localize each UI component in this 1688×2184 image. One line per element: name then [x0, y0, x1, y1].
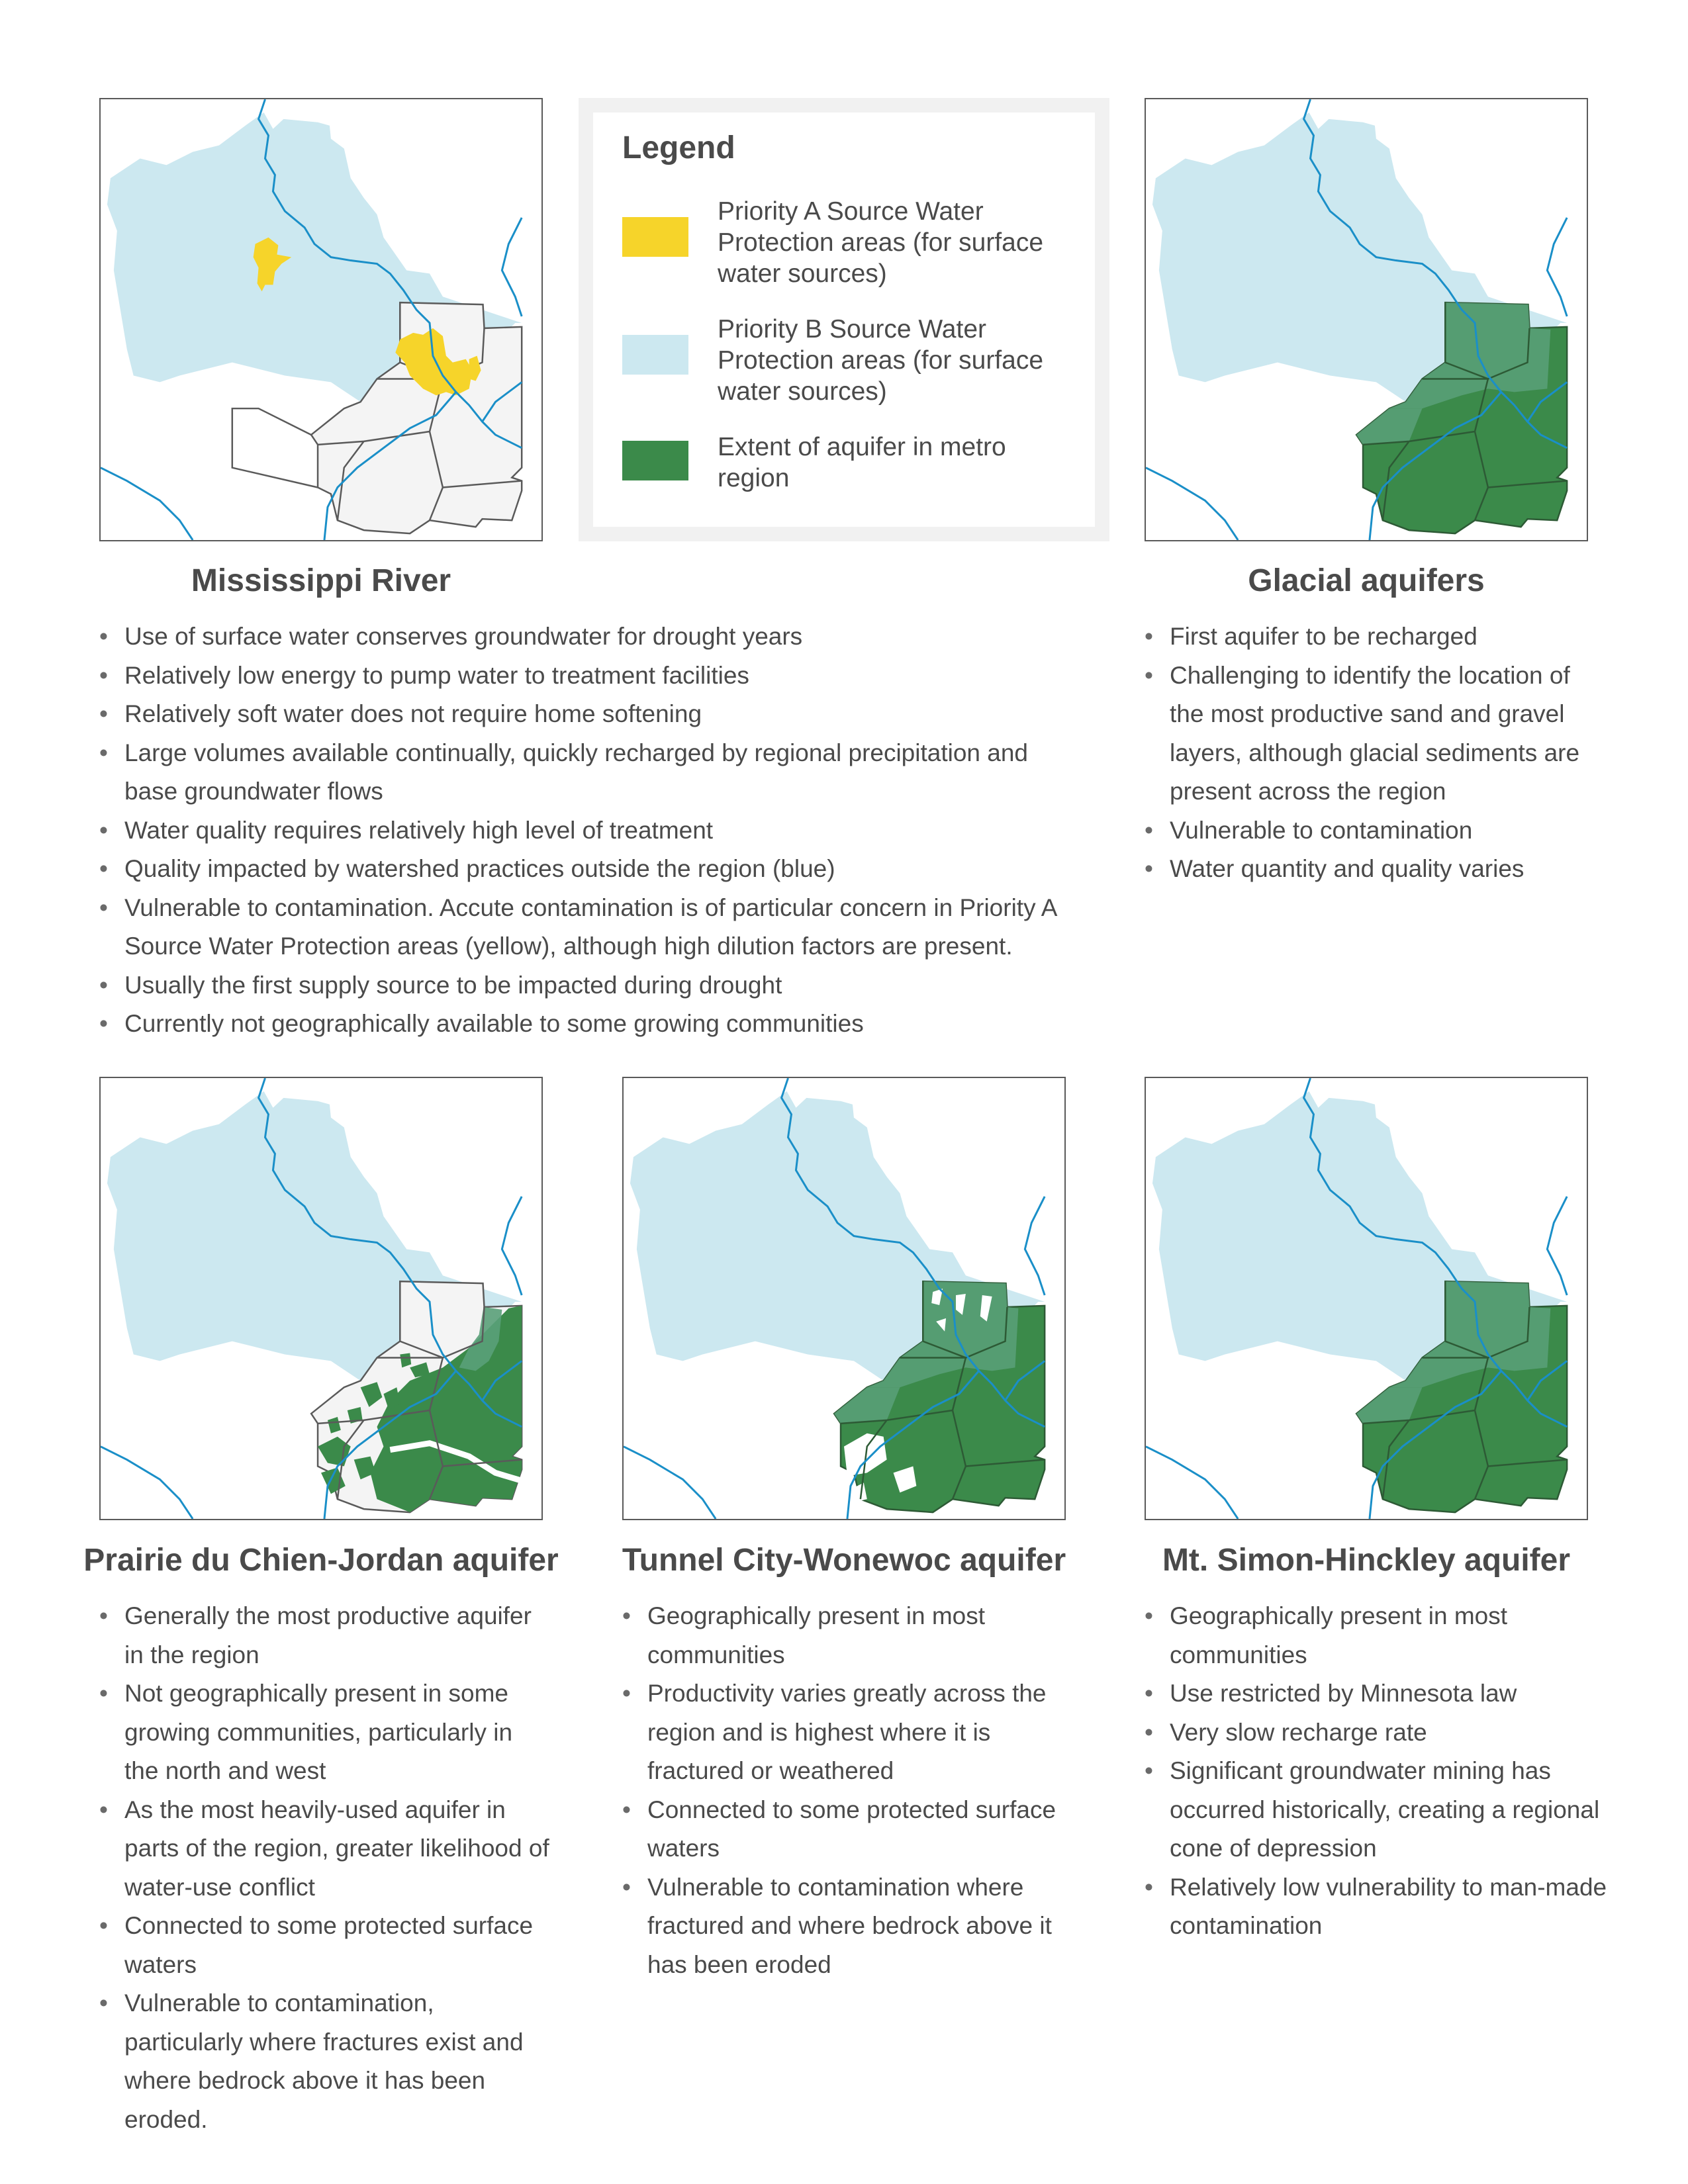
map-mississippi-svg: [101, 99, 541, 540]
list-item: • Relatively low energy to pump water to treatment facilities: [99, 657, 1086, 696]
list-item: • Currently not geographically available to some growing communities: [99, 1005, 1086, 1044]
list-item: • Vulnerable to contamination: [1145, 811, 1608, 850]
map-prairie: [99, 1077, 543, 1520]
list-item: • Vulnerable to contamination, particularly where fractures exist and where bedrock above it has been eroded.: [99, 1984, 549, 2139]
list-item: • Generally the most productive aquifer in the region: [99, 1597, 549, 1674]
list-item: • Relatively low vulnerability to man-made contamination: [1145, 1868, 1608, 1946]
list-item: • Very slow recharge rate: [1145, 1713, 1608, 1752]
map-mtsimon-svg: [1146, 1078, 1587, 1519]
list-item: • Geographically present in most communities: [1145, 1597, 1608, 1674]
list-item: • Significant groundwater mining has occurred historically, creating a regional cone of depression: [1145, 1752, 1608, 1868]
section-title-mtsimon: Mt. Simon-Hinckley aquifer: [1162, 1543, 1571, 1578]
legend-swatch-priority-a: [622, 217, 688, 257]
map-tunnel-svg: [624, 1078, 1064, 1519]
legend-swatch-priority-b: [622, 335, 688, 375]
legend-label: Extent of aquifer in metro region: [718, 433, 1006, 492]
bullets-tunnel: [622, 1597, 1079, 1984]
list-item: • Relatively soft water does not require home softening: [99, 695, 1086, 734]
list-item: • Challenging to identify the location of the most productive sand and gravel layers, although glacial sediments are present across the region: [1145, 657, 1608, 811]
list-item: • Not geographically present in some growing communities, particularly in the north and west: [99, 1674, 549, 1791]
bullets-mississippi: [99, 617, 1086, 1044]
section-title-tunnel: Tunnel City-Wonewoc aquifer: [622, 1543, 1066, 1578]
list-item: • First aquifer to be recharged: [1145, 617, 1608, 657]
map-prairie-svg: [101, 1078, 541, 1519]
list-item: • Large volumes available continually, quickly recharged by regional precipitation and base groundwater flows: [99, 734, 1086, 811]
legend: [579, 98, 1109, 541]
list-item: • Use restricted by Minnesota law: [1145, 1674, 1608, 1713]
list-item: • Water quality requires relatively high level of treatment: [99, 811, 1086, 850]
legend-label: Priority B Source Water Protection areas (for surface water sources): [718, 315, 1044, 406]
bullets-glacial: [1145, 617, 1608, 889]
list-item: • Connected to some protected surface waters: [99, 1907, 549, 1984]
list-item: • Use of surface water conserves groundwater for drought years: [99, 617, 1086, 657]
section-title-prairie: Prairie du Chien-Jordan aquifer: [83, 1543, 559, 1578]
map-mississippi: [99, 98, 543, 541]
map-tunnel: [622, 1077, 1066, 1520]
legend-swatch-aquifer: [622, 441, 688, 480]
bullets-mtsimon: [1145, 1597, 1608, 1946]
list-item: • Water quantity and quality varies: [1145, 850, 1608, 889]
list-item: • Vulnerable to contamination. Accute contamination is of particular concern in Priority A Source Water Protection areas (yellow), although high dilution factors are present.: [99, 889, 1086, 966]
list-item: • Geographically present in most communities: [622, 1597, 1079, 1674]
legend-label: Priority A Source Water Protection areas (for surface water sources): [718, 197, 1044, 288]
map-glacial: [1145, 98, 1588, 541]
list-item: • Usually the first supply source to be impacted during drought: [99, 966, 1086, 1005]
list-item: • Quality impacted by watershed practices outside the region (blue): [99, 850, 1086, 889]
list-item: • Vulnerable to contamination where fractured and where bedrock above it has been eroded: [622, 1868, 1079, 1985]
legend-title: Legend: [622, 130, 735, 165]
list-item: • Productivity varies greatly across the region and is highest where it is fractured or weathered: [622, 1674, 1079, 1791]
map-mtsimon: [1145, 1077, 1588, 1520]
section-title-mississippi: Mississippi River: [191, 563, 451, 598]
list-item: • Connected to some protected surface waters: [622, 1791, 1079, 1868]
bullets-prairie: [99, 1597, 549, 2139]
map-glacial-svg: [1146, 99, 1587, 540]
list-item: • As the most heavily-used aquifer in parts of the region, greater likelihood of water-use conflict: [99, 1791, 549, 1907]
section-title-glacial: Glacial aquifers: [1248, 563, 1485, 598]
